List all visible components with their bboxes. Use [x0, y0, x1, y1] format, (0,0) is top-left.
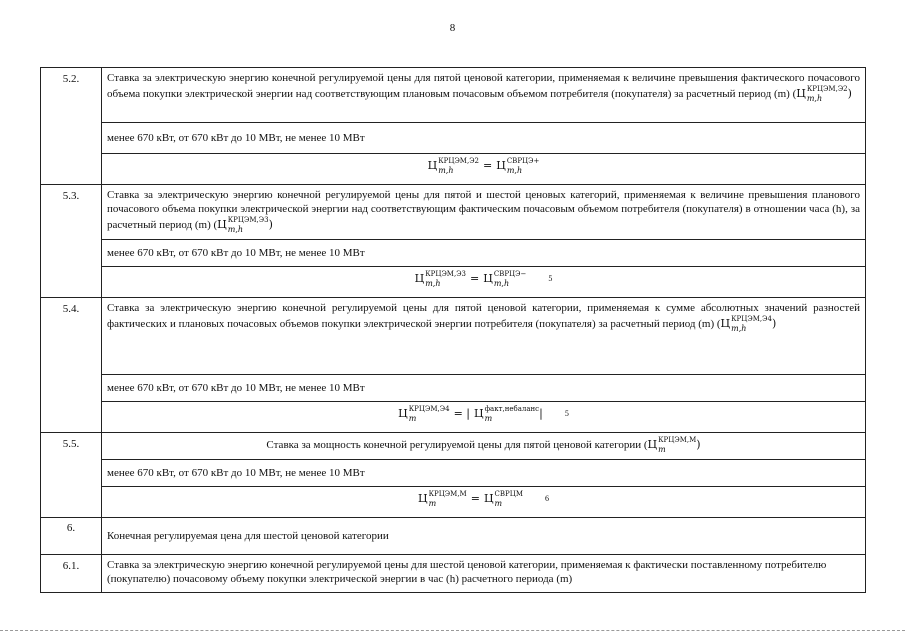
consumer-category: менее 670 кВт, от 670 кВт до 10 МВт, не менее 10 МВт [102, 375, 866, 402]
row-number: 5.4. [41, 298, 102, 433]
consumer-category: менее 670 кВт, от 670 кВт до 10 МВт, не менее 10 МВт [102, 123, 866, 154]
table-row [41, 68, 866, 123]
table-row [41, 375, 866, 402]
table-row [41, 240, 866, 267]
row-description: Ставка за электрическую энергию конечной регулируемой цены для пятой ценовой категории, применяемая к сумме абсолютных значений разностей фактических и плановых почасовых объемов покупки электрической энергии потребителя (покупателя) за расчетный период (m) (Ц КРЦЭМ,Э4 m,h ) [102, 298, 866, 375]
footnote-marker: 6 [545, 494, 550, 504]
row-number: 6.1. [41, 555, 102, 593]
table-row [41, 185, 866, 240]
table-row [41, 487, 866, 518]
row-description: Ставка за электрическую энергию конечной регулируемой цены для пятой ценовой категории, применяемая к величине превышения фактического почасового объема покупки электрической энергии над соответствующим плановым почасовым объемом потребителя (покупателя) за расчетный период (m) (Ц КРЦЭМ,Э2 m,h ) [102, 68, 866, 123]
row-description: Ставка за электрическую энергию конечной регулируемой цены для пятой и шестой ценовых категорий, применяемая к величине превышения планового почасового объема покупки электрической энергии над соответствующим фактическим почасовым объемом потребителя (покупателя) в отношении часа (h), за расчетный период (m) (Ц КРЦЭМ,Э3 m,h ) [102, 185, 866, 240]
row-description: Ставка за мощность конечной регулируемой цены для пятой ценовой категории (Ц КРЦЭМ,М m ) [102, 433, 866, 460]
row-description: Конечная регулируемая цена для шестой ценовой категории [102, 518, 866, 555]
footnote-marker: 5 [564, 409, 569, 419]
footnote-marker: 5 [548, 274, 553, 284]
table-row [41, 518, 866, 555]
formula: Ц КРЦЭМ,Э3 m,h = Ц СВРЦЭ− m,h 5 [102, 267, 866, 298]
formula: Ц КРЦЭМ,Э2 m,h = Ц СВРЦЭ+ m,h [102, 154, 866, 185]
page-bottom-rule [0, 630, 905, 632]
row-number: 5.3. [41, 185, 102, 298]
consumer-category: менее 670 кВт, от 670 кВт до 10 МВт, не менее 10 МВт [102, 460, 866, 487]
table-row [41, 402, 866, 433]
consumer-category: менее 670 кВт, от 670 кВт до 10 МВт, не менее 10 МВт [102, 240, 866, 267]
table-row [41, 460, 866, 487]
row-number: 5.5. [41, 433, 102, 518]
formula: Ц КРЦЭМ,М m = Ц СВРЦМ m 6 [102, 487, 866, 518]
table-row [41, 298, 866, 375]
tariff-table [40, 67, 866, 593]
table-row [41, 154, 866, 185]
row-number: 5.2. [41, 68, 102, 185]
row-number: 6. [41, 518, 102, 555]
table-row [41, 267, 866, 298]
page-number: 8 [449, 22, 456, 34]
formula: Ц КРЦЭМ,Э4 m = | Ц факт,небаланс m | 5 [102, 402, 866, 433]
table-row [41, 123, 866, 154]
row-description: Ставка за электрическую энергию конечной регулируемой цены для шестой ценовой категории, применяемая к фактически поставленному потребителю (покупателю) почасовому объему покупки электрической энергии в час (h) расчетного периода (m) [102, 555, 866, 593]
table-row [41, 433, 866, 460]
table-row [41, 555, 866, 593]
